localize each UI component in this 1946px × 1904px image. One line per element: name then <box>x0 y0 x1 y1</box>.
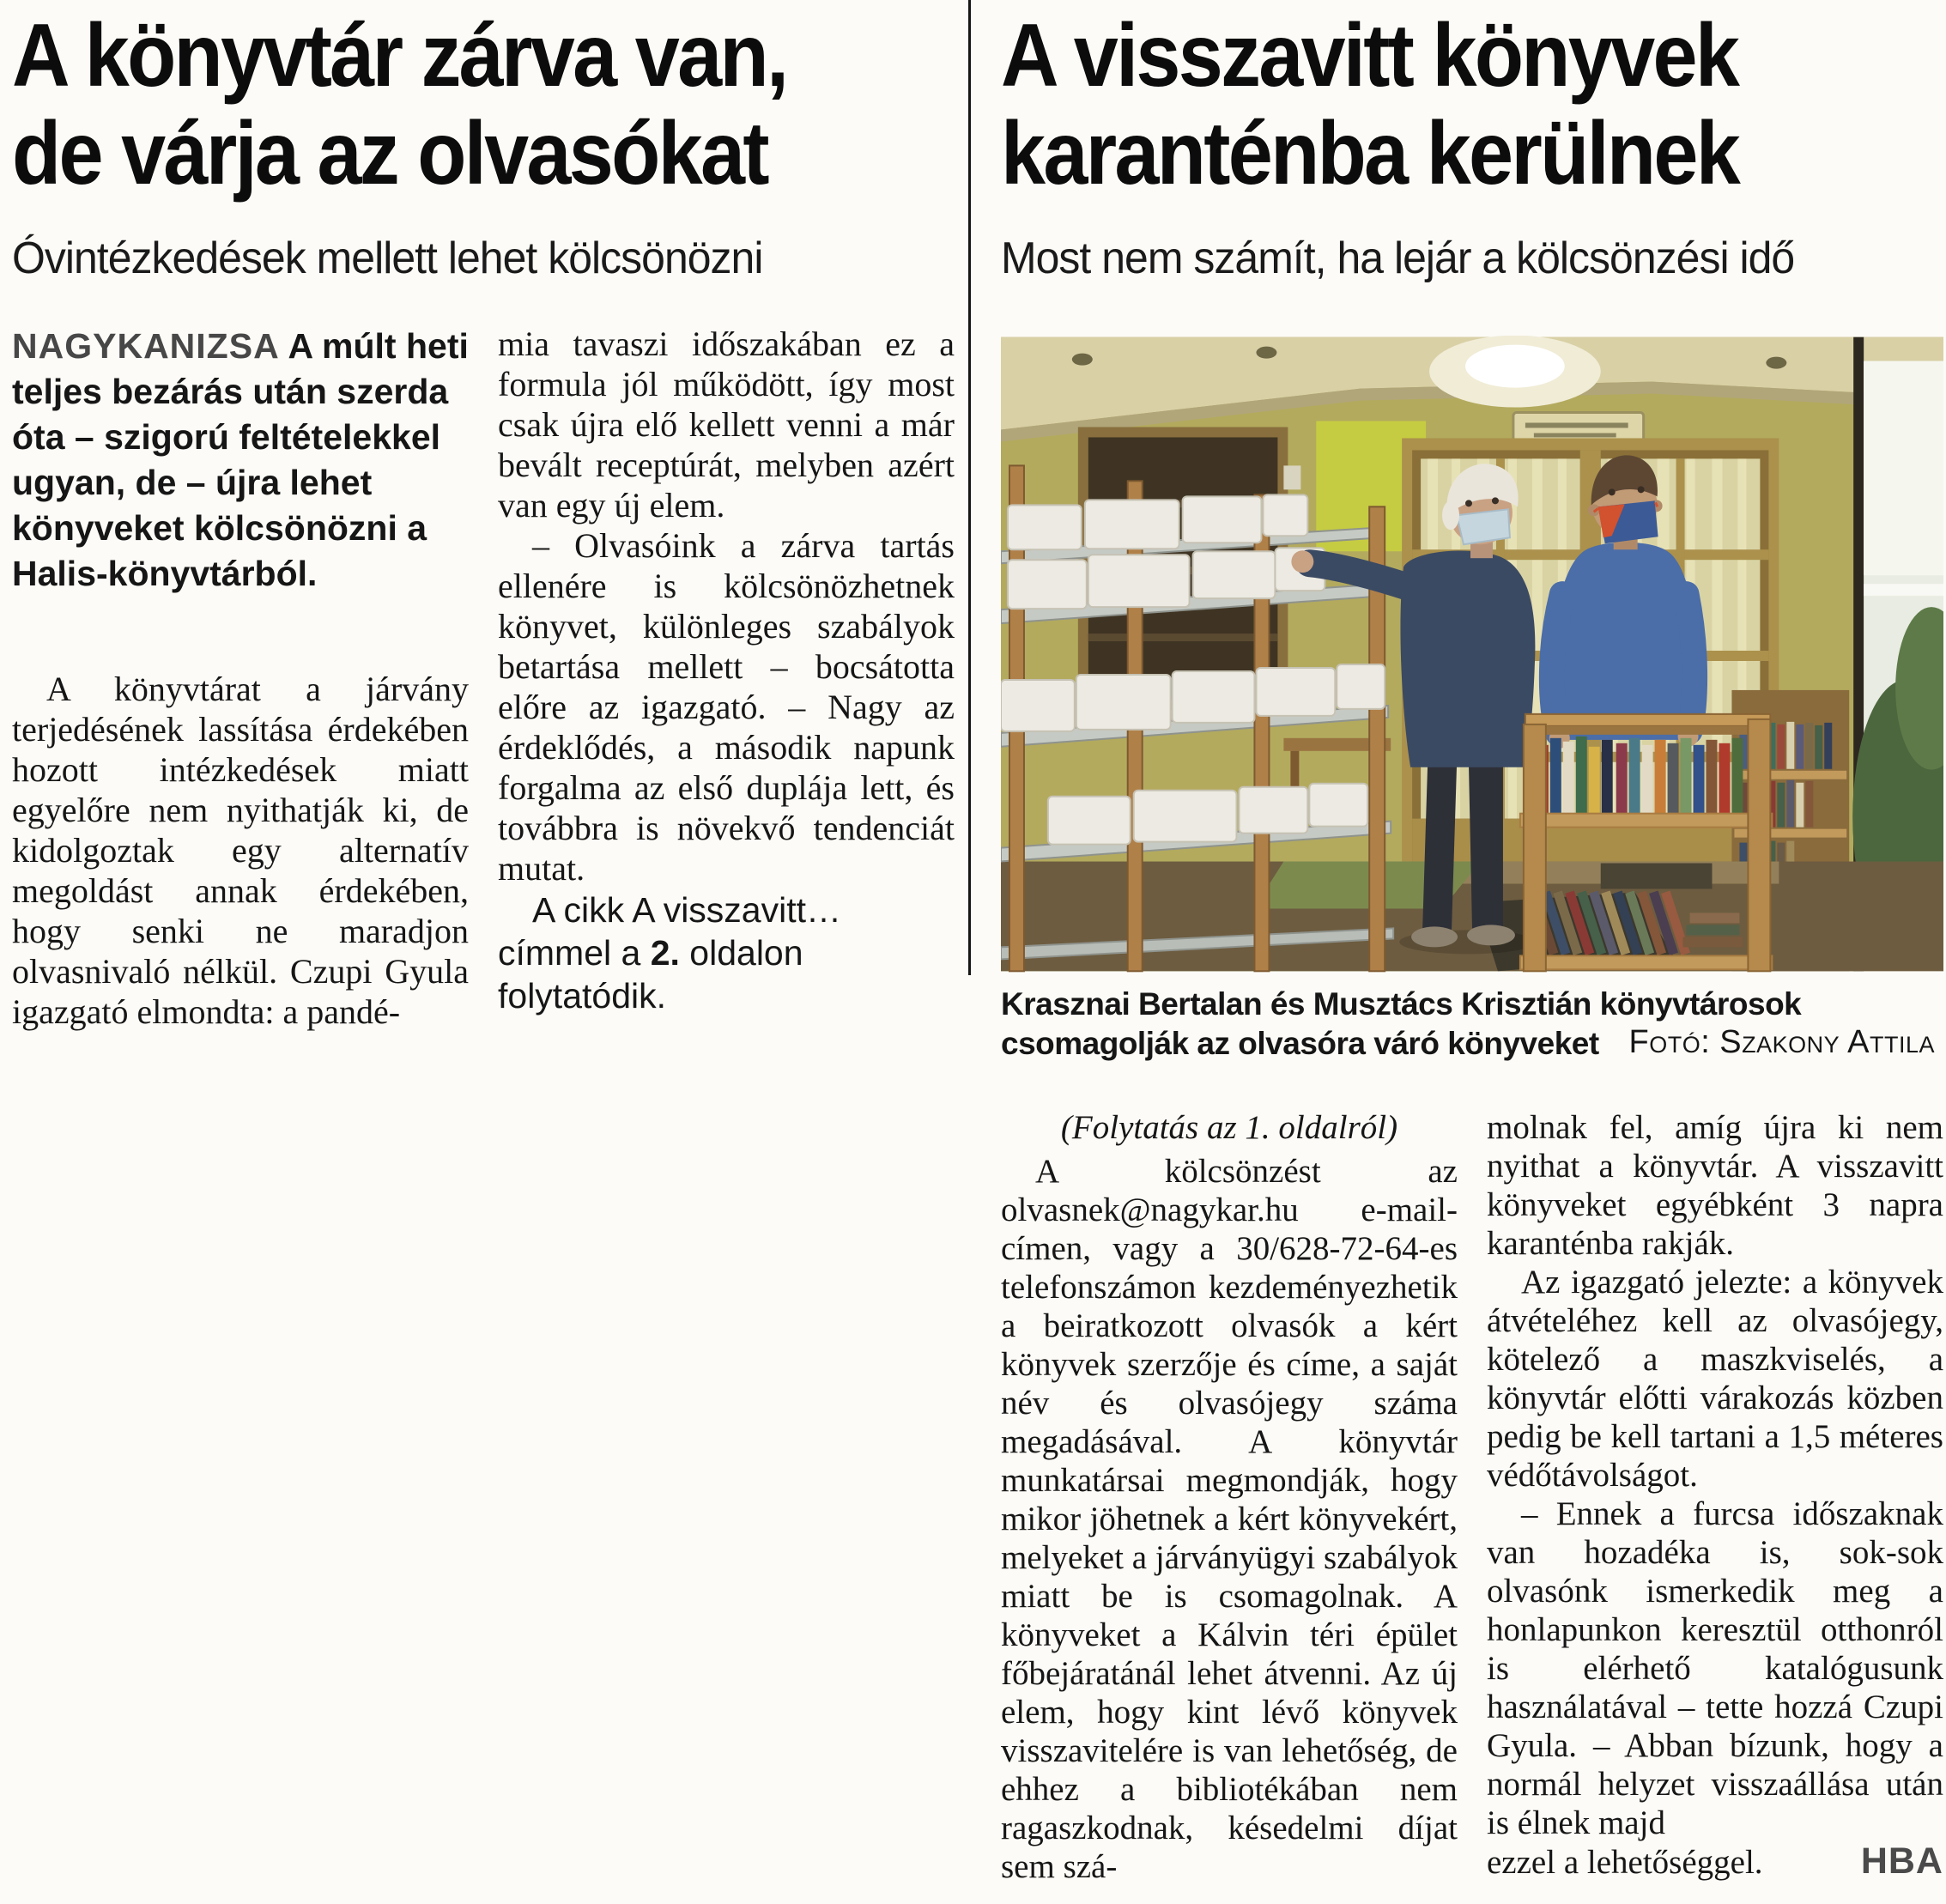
lead-paragraph <box>12 324 469 597</box>
photo-credit: Fotó: Szakony Attila <box>1628 1023 1935 1060</box>
body-paragraph: – Ennek a furcsa időszaknak van hozadéka is, sok-sok olvasónk ismerkedik meg a honlapunkon keresztül otthonról is elérhető katalógusunk használatával – tette hozzá Czupi Gyula. – Abban bízunk, hogy a normál helyzet visszaállása után is élnek majd <box>1487 1495 1943 1841</box>
left-headline-line2: de várja az olvasókat <box>12 104 767 204</box>
right-headline-line1: A visszavitt könyvek <box>1001 6 1738 106</box>
location-tag: NAGYKANIZSA <box>12 325 280 366</box>
right-headline <box>1001 7 1849 203</box>
closing-text: ezzel a lehetőséggel. <box>1487 1843 1763 1881</box>
left-article-columns <box>12 324 955 1032</box>
news-photo <box>1001 336 1943 973</box>
left-article <box>12 7 955 1032</box>
photo-caption-text: Krasznai Bertalan és Musztács Krisztián könyvtárosok csomagolják az olvasóra váró könyveket <box>1001 985 1802 1061</box>
body-paragraph: Az igazgató jelezte: a könyvek átvételéhez kell az olvasójegy, kötelező a maszkviselés, a könyvtár előtti várakozás közben pedig be kell tartani a 1,5 méteres védőtávolságot. <box>1487 1263 1943 1494</box>
left-headline <box>12 7 860 203</box>
body-paragraph: – Olvasóink a zárva tartás ellenére is kölcsönözhetnek könyvet, különleges szabályok betartása mellett – bocsátotta előre az igazgató. – Nagy az érdeklődés, a második napunk forgalma az első duplája lett, és továbbra is növekvő tendenciát mutat. <box>498 525 955 888</box>
left-headline-line1: A könyvtár zárva van, <box>12 6 787 106</box>
continuation-column-2 <box>1487 1108 1943 1886</box>
body-paragraph: A kölcsönzést az olvasnek@nagykar.hu e-mail-címen, vagy a 30/628-72-64-es telefonszámon kezdeményezhetik a beiratkozott olvasók a kért könyvek szerzője és címe, a saját név és olvasójegy száma megadásával. A könyvtár munkatársai megmondják, hogy mikor jöhetnek a kért könyvekért, melyeket a járványügyi szabályok miatt be is csomagolnak. A könyveket a Kálvin téri épület főbejáratánál lehet átvenni. Az új elem, hogy kint lévő könyvek visszavitelére is van lehetőség, de ehhez a bibliotékában nem ragaszkodnak, késedelmi díjat sem szá- <box>1001 1152 1458 1885</box>
library-photo-illustration <box>1001 336 1943 973</box>
notice-page-number: 2. <box>650 932 680 973</box>
notice-text: A cikk A visszavitt… címmel a <box>498 889 841 973</box>
notice-text-end: oldalon folytatódik. <box>498 932 803 1016</box>
body-paragraph: molnak fel, amíg újra ki nem nyithat a könyvtár. A visszavitt könyveket egyébként 3 napra karanténba rakják. <box>1487 1108 1943 1262</box>
continuation-column-1 <box>1001 1108 1458 1886</box>
right-article <box>1001 7 1943 1886</box>
body-paragraph: A könyvtárat a járvány terjedésének lassítása érdekében hozott intézkedések miatt egyelőre nem nyithatják ki, de kidolgoztak egy alternatív megoldást annak érdekében, hogy senki ne maradjon olvasnivaló nélkül. Czupi Gyula igazgató elmondta: a pandé- <box>12 669 469 1031</box>
body-paragraph: mia tavaszi időszakában ez a formula jól működött, így most csak újra elő kellett venni a már bevált receptúrát, melyben azért van egy új elem. <box>498 324 955 525</box>
author-byline: HBA <box>1860 1840 1943 1882</box>
left-article-column-1 <box>12 324 469 1032</box>
photo-caption <box>1001 985 1943 1064</box>
right-headline-line2: karanténba kerülnek <box>1001 104 1739 204</box>
continuation-section <box>1001 1108 1943 1886</box>
left-subtitle: Óvintézkedések mellett lehet kölcsönözni <box>12 233 763 283</box>
continuation-notice <box>498 888 955 1017</box>
left-article-column-2 <box>498 324 955 1032</box>
article-divider-rule <box>968 0 971 975</box>
closing-line <box>1487 1842 1943 1882</box>
continued-from-note: (Folytatás az 1. oldalról) <box>1060 1108 1398 1146</box>
right-subtitle: Most nem számít, ha lejár a kölcsönzési idő <box>1001 233 1795 283</box>
lead-text: A múlt heti teljes bezárás után szerda óta – szigorú feltételekkel ugyan, de – újra lehet könyveket kölcsönözni a Halis-könyvtárból. <box>12 325 469 593</box>
